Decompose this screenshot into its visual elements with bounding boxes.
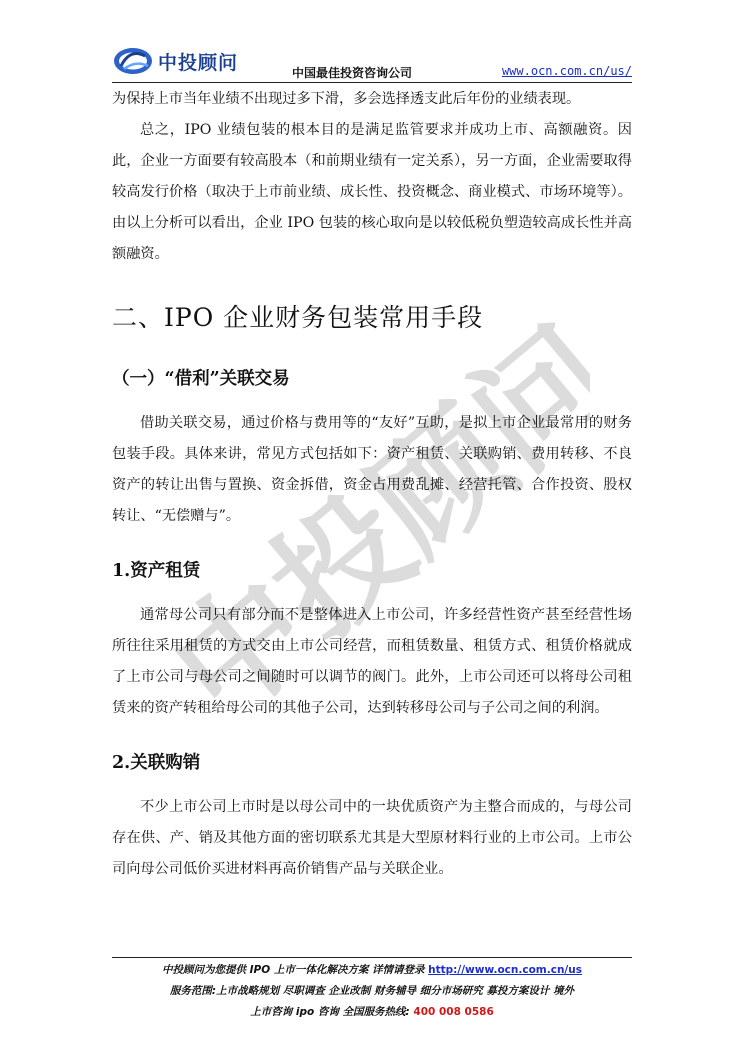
company-tagline: 中国最佳投资咨询公司 [292,66,413,80]
logo-text: 中投顾问 [158,51,239,74]
footer-website-link[interactable]: http://www.ocn.com.cn/us [428,964,582,976]
watermark-text: 中投顾问 [170,297,590,749]
page-footer [112,960,632,1023]
document-body [112,84,632,885]
paragraph-summary: 总之，IPO 业绩包装的根本目的是满足监管要求并成功上市、高额融资。因此，企业一方面要有较高股本（和前期业绩有一定关系），另一方面，企业需要取得较高发行价格（取决于上市前业绩、成长性、投资概念、商业模式、市场环境等）。由以上分析可以看出，企业 IPO 包装的核心取向是以较低税负塑造较高成长性并高额融资。 [112,122,632,262]
paragraph-continuation: 为保持上市当年业绩不出现过多下滑，多会选择透支此后年份的业绩表现。 [112,91,581,107]
page-header [112,42,632,84]
header-website-link[interactable]: www.ocn.com.cn/us/ [501,64,632,78]
section-heading: 二、IPO 企业财务包装常用手段 [112,303,484,332]
company-logo [112,42,238,80]
footer-hotline-label: 上市咨询 ipo 咨询 全国服务热线: [250,1006,414,1018]
item-heading-related-purchase: 2.关联购销 [112,753,201,773]
logo-emblem-icon [112,44,154,78]
subsection-paragraph: 借助关联交易，通过价格与费用等的“友好”互助，是拟上市企业最常用的财务包装手段。具体来讲，常见方式包括如下：资产租赁、关联购销、费用转移、不良资产的转让出售与置换、资金拆借，资金占用费乱摊、经营托管、合作投资、股权转让、“无偿赠与”。 [112,415,632,524]
footer-services-line: 服务范围:上市战略规划 尽职调查 企业改制 财务辅导 细分市场研究 募投方案设计 境外 [169,985,575,997]
subsection-heading: （一）“借利”关联交易 [112,369,290,389]
footer-divider [112,957,632,958]
footer-phone-number: 400 008 0586 [413,1006,494,1018]
item-paragraph-related-purchase: 不少上市公司上市时是以母公司中的一块优质资产为主整合而成的，与母公司存在供、产、销及其他方面的密切联系尤其是大型原材料行业的上市公司。上市公司向母公司低价买进材料再高价销售产品与关联企业。 [112,799,632,877]
item-heading-asset-leasing: 1.资产租赁 [112,561,201,581]
header-divider [112,82,632,83]
item-paragraph-asset-leasing: 通常母公司只有部分而不是整体进入上市公司，许多经营性资产甚至经营性场所往往采用租赁的方式交由上市公司经营，而租赁数量、租赁方式、租赁价格就成了上市公司与母公司之间随时可以调节的阀门。此外，上市公司还可以将母公司租赁来的资产转租给母公司的其他子公司，达到转移母公司与子公司之间的利润。 [112,607,632,716]
footer-line-1 [112,960,632,981]
footer-line-3 [112,1002,632,1023]
footer-promo-text: 中投顾问为您提供 IPO 上市一体化解决方案 详情请登录 [161,964,429,976]
